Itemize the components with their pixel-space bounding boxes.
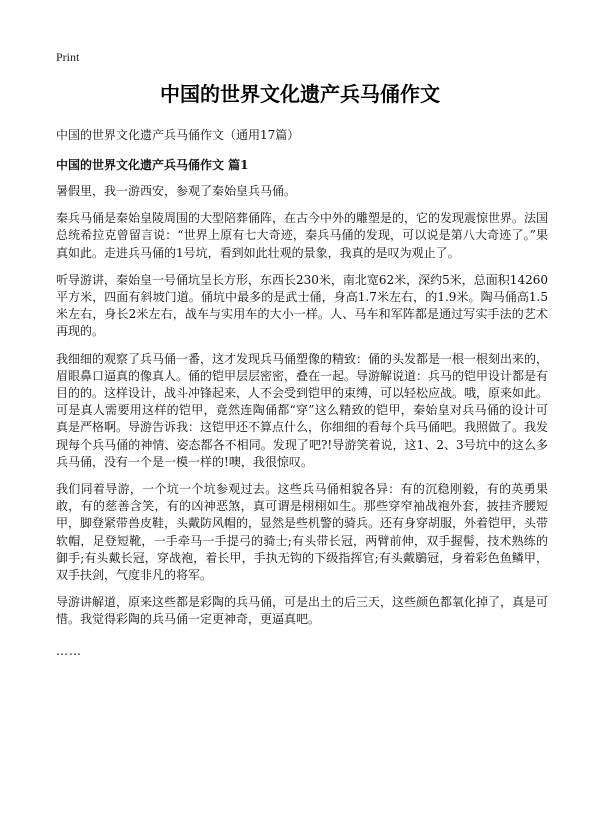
paragraph-4: 我细细的观察了兵马俑一番，这才发现兵马俑塑像的精致：俑的头发都是一根一根刻出来的，眉眼鼻口逼真的像真人。俑的铠甲层层密密，叠在一起。导游解说道：兵马的铠甲设计都是有目的的。这样设计，战斗冲锋起来，人不会受到铠甲的束缚，可以轻松应战。哦，原来如此。可是真人需要用这样的铠甲，竟然连陶俑都“穿”这么精致的铠甲，秦始皇对兵马俑的设计可真是严格啊。导游告诉我：这铠甲还不算点什么，你细细的看每个兵马俑吧。我照做了。我发现每个兵马俑的神情、姿态都各不相同。发现了吧?!导游笑着说，这1、2、3号坑中的这么多兵马俑，没有一个是一模一样的!噢，我很惊叹。 xyxy=(56,351,549,469)
page-title: 中国的世界文化遗产兵马俑作文 xyxy=(160,82,440,106)
paragraph-2: 秦兵马俑是秦始皇陵周围的大型陪葬俑阵，在古今中外的雕塑是的，它的发现震惊世界。法国总统希拉克曾留言说：“世界上原有七大奇迹，秦兵马俑的发现，可以说是第八大奇迹了。”果真如此。走进兵马俑的1号坑，看到如此壮观的景象，我真的是叹为观止了。 xyxy=(56,211,549,260)
document-subtitle: 中国的世界文化遗产兵马俑作文（通用17篇） xyxy=(56,128,300,142)
paragraph-6: 导游讲解道，原来这些都是彩陶的兵马俑，可是出土的后三天，这些颜色都氧化掉了，真是可惜。我觉得彩陶的兵马俑一定更神奇，更逼真吧。 xyxy=(56,595,549,627)
continuation-ellipsis: …… xyxy=(56,643,82,658)
paragraph-5: 我们同着导游，一个坑一个坑参观过去。这些兵马俑相貌各异：有的沉稳刚毅，有的英勇果敢，有的慈善含笑，有的凶神恶煞，真可谓是栩栩如生。那些穿窄袖战袍外套，披挂齐腰短甲，脚登紧带兽皮鞋，头戴防风帽的，显然是些机警的骑兵。还有身穿胡服，外着铠甲，头带软帽，足登短靴，一手牵马一手提弓的骑士;有头带长冠，两臂前伸，双手握髻，技术熟练的御手;有头戴长冠，穿战袍，着长甲，手执无钩的下级指挥官;有头戴鶡冠，身着彩色鱼鳞甲，双手扶剑，气度非凡的将军。 xyxy=(56,482,549,583)
paragraph-3: 听导游讲，秦始皇一号俑坑呈长方形，东西长230米，南北宽62米，深约5米，总面积14260平方米，四面有斜坡门道。俑坑中最多的是武士俑，身高1.7米左右，的1.9米。陶马俑高1.5米左右，身长2米左右，战车与实用车的大小一样。人、马车和军阵都是通过写实手法的艺术再现的。 xyxy=(56,272,548,339)
paragraph-1: 暑假里，我一游西安，参观了秦始皇兵马俑。 xyxy=(56,184,297,198)
section-heading: 中国的世界文化遗产兵马俑作文 篇1 xyxy=(56,158,249,172)
print-link[interactable]: Print xyxy=(56,50,80,64)
